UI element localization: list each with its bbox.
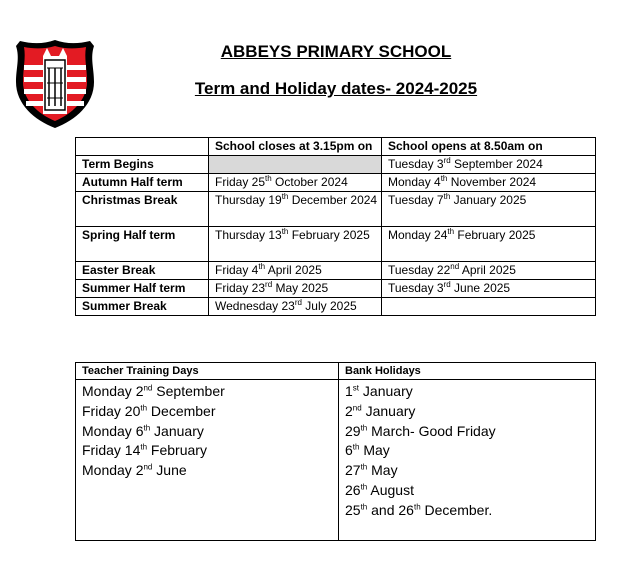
closes-cell: Friday 25th October 2024 <box>209 174 382 192</box>
header-empty <box>76 138 209 156</box>
list-item: 25th and 26th December. <box>345 501 493 518</box>
table-row <box>76 192 596 227</box>
list-item: Friday 14th February <box>82 442 207 459</box>
header-opens: School opens at 8.50am on <box>382 138 596 156</box>
row-label: Term Begins <box>76 156 209 174</box>
closes-cell: Friday 4th April 2025 <box>209 262 382 280</box>
opens-cell: Tuesday 3rd September 2024 <box>382 156 596 174</box>
page-title: Term and Holiday dates- 2024-2025 <box>194 79 478 98</box>
table-row <box>76 227 596 262</box>
row-label: Easter Break <box>76 262 209 280</box>
row-label: Summer Half term <box>76 280 209 298</box>
row-label: Christmas Break <box>76 192 209 227</box>
list-item: 6th May <box>345 442 390 459</box>
row-label: Summer Break <box>76 298 209 316</box>
table-header-row <box>76 363 596 380</box>
closes-cell <box>209 156 382 174</box>
list-item: 1st January <box>345 383 413 399</box>
table-row <box>76 156 596 174</box>
header-closes: School closes at 3.15pm on <box>209 138 382 156</box>
bank-holidays-cell <box>339 380 596 541</box>
list-item: Monday 2nd September <box>82 383 225 399</box>
table-row <box>76 380 596 541</box>
list-item: 2nd January <box>345 402 416 419</box>
table-row <box>76 280 596 298</box>
table-row <box>76 174 596 192</box>
school-name: ABBEYS PRIMARY SCHOOL <box>220 42 452 61</box>
opens-cell: Tuesday 3rd June 2025 <box>382 280 596 298</box>
opens-cell <box>382 298 596 316</box>
header-training-days: Teacher Training Days <box>76 363 339 380</box>
header-bank-holidays: Bank Holidays <box>339 363 596 380</box>
opens-cell: Monday 24th February 2025 <box>382 227 596 262</box>
closes-cell: Wednesday 23rd July 2025 <box>209 298 382 316</box>
opens-cell: Monday 4th November 2024 <box>382 174 596 192</box>
list-item: 27th May <box>345 462 398 479</box>
list-item: Monday 6th January <box>82 422 204 439</box>
list-item: 26th August <box>345 481 414 498</box>
closes-cell: Thursday 19th December 2024 <box>209 192 382 227</box>
row-label: Spring Half term <box>76 227 209 262</box>
training-days-cell <box>76 380 339 541</box>
list-item: Friday 20th December <box>82 402 216 419</box>
table-row <box>76 262 596 280</box>
opens-cell: Tuesday 22nd April 2025 <box>382 262 596 280</box>
closes-cell: Friday 23rd May 2025 <box>209 280 382 298</box>
row-label: Autumn Half term <box>76 174 209 192</box>
opens-cell: Tuesday 7th January 2025 <box>382 192 596 227</box>
closes-cell: Thursday 13th February 2025 <box>209 227 382 262</box>
list-item: Monday 2nd June <box>82 462 187 479</box>
term-dates-table <box>75 137 596 316</box>
table-header-row <box>76 138 596 156</box>
holidays-table <box>75 362 596 541</box>
list-item: 29th March- Good Friday <box>345 422 496 439</box>
table-row <box>76 298 596 316</box>
